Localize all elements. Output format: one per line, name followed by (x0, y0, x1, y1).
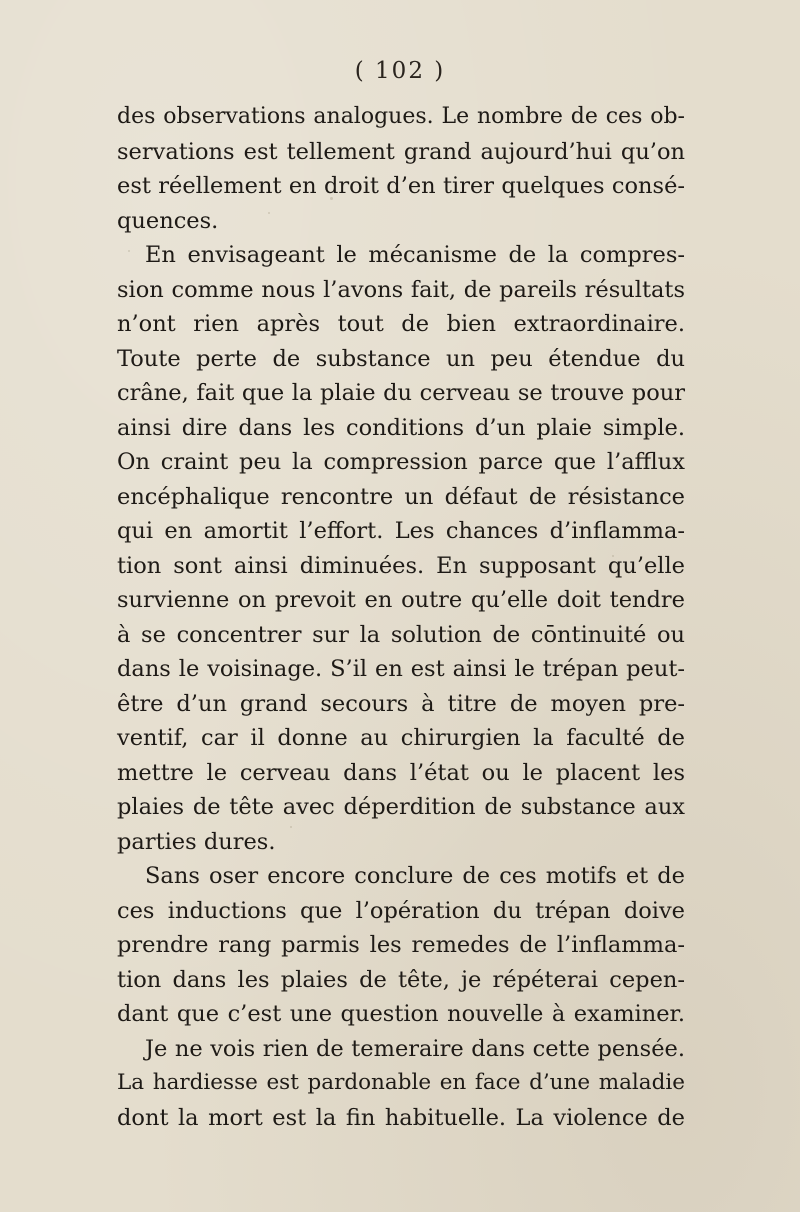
text-line: n’ont rien après tout de bien extraordinaire. (117, 311, 685, 337)
text-line: On craint peu la compression parce que l’afflux (117, 449, 685, 475)
text-line: encéphalique rencontre un défaut de résistance (117, 483, 685, 510)
text-line: survienne on prevoit en outre qu’elle doit tendre (117, 587, 685, 613)
page-number: ( 102 ) (354, 58, 446, 84)
text-line: plaies de tête avec déperdition de substance aux (117, 794, 685, 820)
text-line: sion comme nous l’avons fait, de pareils résultats (117, 276, 685, 303)
text-line: La hardiesse est pardonable en face d’une maladie (117, 1070, 685, 1095)
text-line: En envisageant le mécanisme de la compres- (145, 242, 685, 268)
text-line: ventif, car il donne au chirurgien la faculté de (117, 725, 685, 751)
text-line: dant que c’est une question nouvelle à examiner. (117, 1001, 685, 1027)
text-line: crâne, fait que la plaie du cerveau se trouve pour (117, 380, 685, 406)
text-line: servations est tellement grand aujourd’hui qu’on (117, 138, 685, 165)
text-line: parties dures. (117, 828, 276, 855)
text-line: ainsi dire dans les conditions d’un plaie simple. (117, 414, 685, 441)
text-line: qui en amortit l’effort. Les chances d’inflamma- (117, 518, 685, 544)
text-line: à se concentrer sur la solution de cōntinuité ou (117, 621, 685, 648)
text-line: est réellement en droit d’en tirer quelques consé- (117, 173, 685, 199)
text-line: dont la mort est la fin habituelle. La violence de (117, 1104, 685, 1131)
text-line: dans le voisinage. S’il en est ainsi le trépan peut- (117, 656, 685, 682)
text-line: Sans oser encore conclure de ces motifs et de (145, 863, 685, 889)
text-line: ces inductions que l’opération du trépan doive (117, 897, 685, 924)
text-line: Je ne vois rien de temeraire dans cette pensée. (145, 1035, 685, 1062)
text-line: prendre rang parmis les remedes de l’inflamma- (117, 932, 685, 958)
text-line: être d’un grand secours à titre de moyen pre- (117, 690, 685, 717)
text-line: Toute perte de substance un peu étendue du (117, 345, 685, 372)
text-line: tion dans les plaies de tête, je répéterai cepen- (117, 966, 685, 993)
text-line: mettre le cerveau dans l’état ou le placent les (117, 759, 685, 786)
text-line: quences. (117, 207, 219, 234)
text-line: tion sont ainsi diminuées. En supposant qu’elle (117, 552, 685, 579)
text-line: des observations analogues. Le nombre de ces ob- (117, 104, 685, 129)
page-body-text (117, 100, 685, 1135)
